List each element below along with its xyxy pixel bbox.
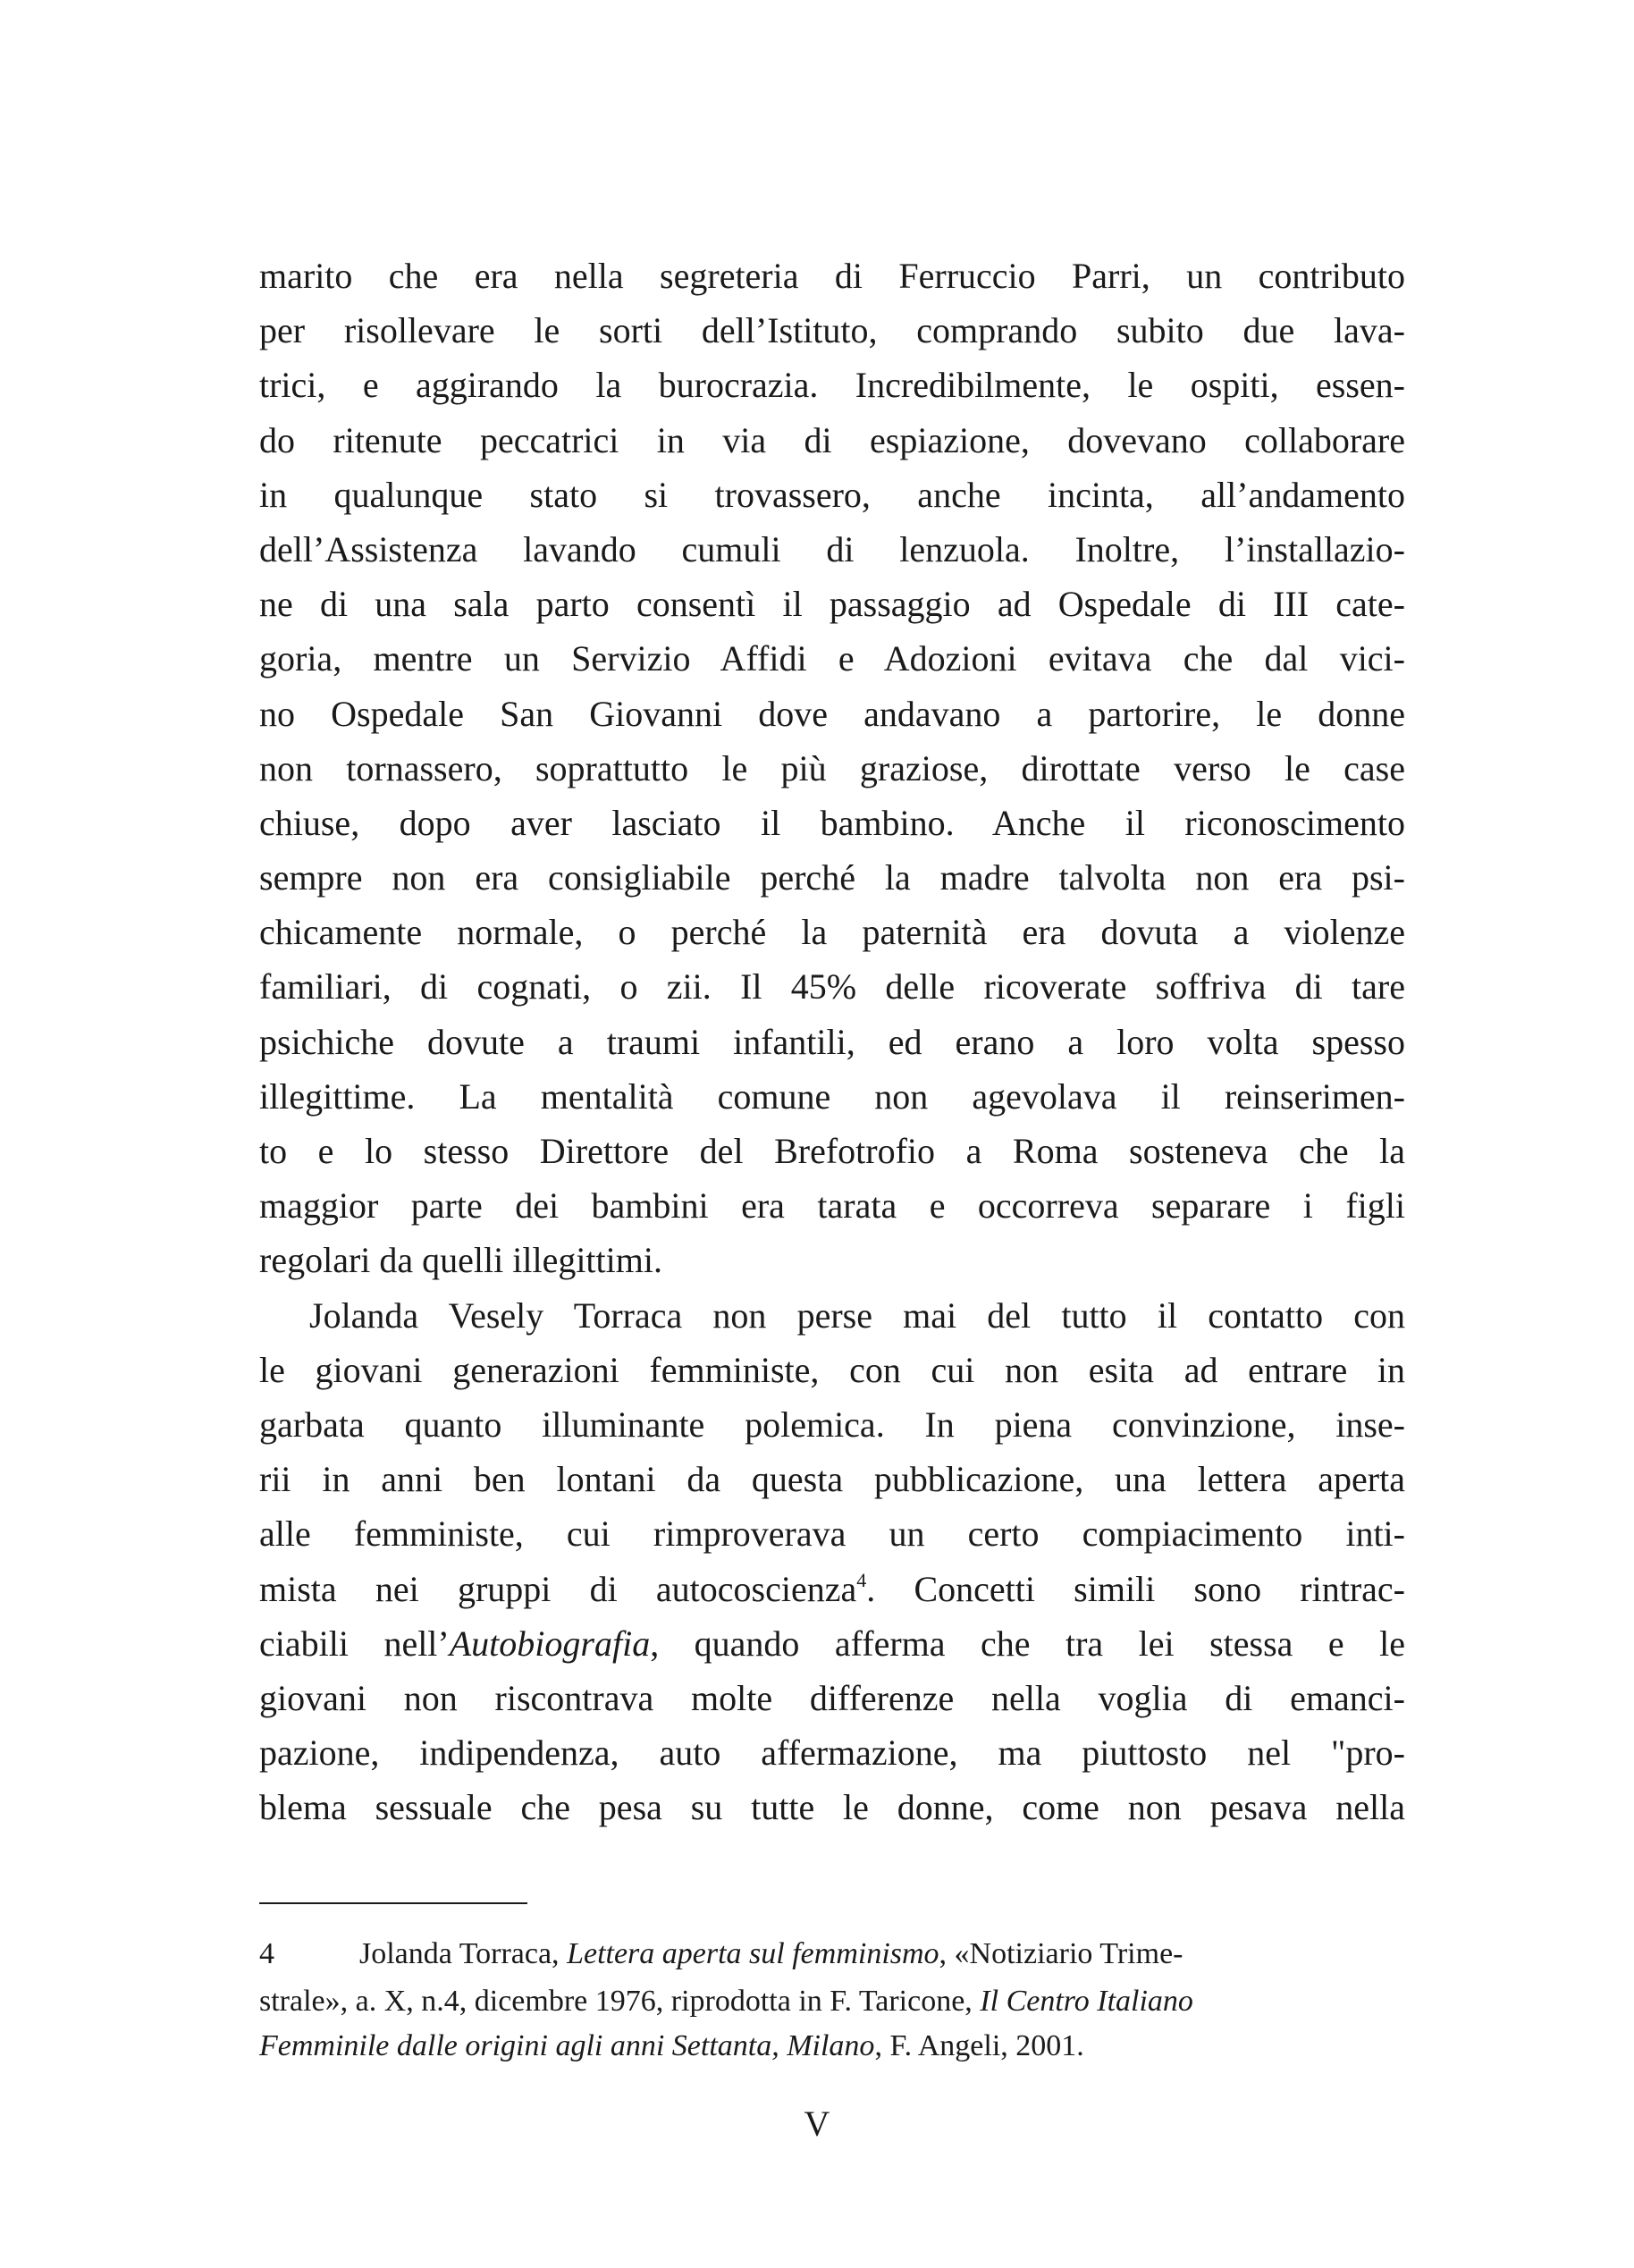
text-line: chicamente normale, o perché la paternità era dovuta a violenze	[259, 912, 1405, 953]
text-line: maggior parte dei bambini era tarata e occorreva separare i figli	[259, 1185, 1405, 1227]
text-line: psichiche dovute a traumi infantili, ed erano a loro volta spesso	[259, 1021, 1405, 1062]
text-line	[259, 1562, 1405, 1616]
text-line: giovani non riscontrava molte differenze nella voglia di emanci-	[259, 1677, 1405, 1718]
footnote-line	[259, 1929, 1405, 1979]
text-line: blema sessuale che pesa su tutte le donne, come non pesava nella	[259, 1787, 1405, 1828]
text-line: garbata quanto illuminante polemica. In piena convinzione, inse-	[259, 1404, 1405, 1445]
text-line: marito che era nella segreteria di Ferruccio Parri, un contributo	[259, 256, 1405, 296]
footnote-source: strale», a. X, n.4, dicembre 1976, riprodotta in F. Taricone,	[259, 1985, 981, 2018]
text-line: in qualunque stato si trovassero, anche incinta, all’andamento	[259, 474, 1405, 515]
page-content	[259, 249, 1405, 1834]
text-segment: , quando afferma che tra lei stessa e le	[650, 1623, 1406, 1664]
text-line: goria, mentre un Servizio Affidi e Adozioni evitava che dal vici-	[259, 638, 1405, 679]
text-line: dell’Assistenza lavando cumuli di lenzuola. Inoltre, l’installazio-	[259, 528, 1405, 569]
text-line: no Ospedale San Giovanni dove andavano a partorire, le donne	[259, 693, 1405, 734]
footnote-book-title: Il Centro Italiano	[980, 1985, 1193, 2018]
text-line: ne di una sala parto consentì il passaggio ad Ospedale di III cate-	[259, 584, 1405, 625]
footnote-reference[interactable]: 4	[856, 1568, 867, 1591]
text-line: Jolanda Vesely Torraca non perse mai del tutto il contatto con	[309, 1294, 1405, 1336]
text-line: alle femministe, cui rimproverava un certo compiacimento inti-	[259, 1513, 1405, 1555]
text-line: to e lo stesso Direttore del Brefotrofio a Roma sosteneva che la	[259, 1131, 1405, 1171]
footnote-line	[259, 2024, 1405, 2069]
text-line: illegittime. La mentalità comune non agevolava il reinserimen-	[259, 1075, 1405, 1117]
footnote-book-title: Femminile dalle origini agli anni Settanta, Milano	[259, 2029, 875, 2062]
footnote-line	[259, 1979, 1405, 2024]
text-line: do ritenute peccatrici in via di espiazione, dovevano collaborare	[259, 419, 1405, 460]
text-segment: mista nei gruppi di autocoscienza	[259, 1568, 857, 1609]
paragraph-1	[259, 249, 1405, 1288]
footnote-source: , «Notiziario Trime-	[939, 1937, 1183, 1970]
text-line: non tornassero, soprattutto le più graziose, dirottate verso le case	[259, 747, 1405, 788]
text-segment: . Concetti simili sono rintrac-	[866, 1568, 1405, 1609]
text-line: familiari, di cognati, o zii. Il 45% delle ricoverate soffriva di tare	[259, 966, 1405, 1008]
text-line	[259, 1616, 1405, 1671]
body-text	[259, 249, 1405, 1834]
text-line: le giovani generazioni femministe, con cui non esita ad entrare in	[259, 1349, 1405, 1390]
footnote	[259, 1929, 1405, 2069]
text-line: sempre non era consigliabile perché la madre talvolta non era psi-	[259, 857, 1405, 898]
italic-title: Autobiografia	[449, 1623, 651, 1664]
text-segment: ciabili nell’	[259, 1623, 450, 1664]
text-line: trici, e aggirando la burocrazia. Incredibilmente, le ospiti, essen-	[259, 365, 1405, 406]
text-line: pazione, indipendenza, auto affermazione, ma piuttosto nel "pro-	[259, 1733, 1405, 1774]
footnote-title: Lettera aperta sul femminismo	[567, 1937, 939, 1970]
footnote-number: 4	[259, 1937, 274, 1970]
text-line: per risollevare le sorti dell’Istituto, comprando subito due lava-	[259, 310, 1405, 351]
footnote-publisher: , F. Angeli, 2001.	[874, 2029, 1084, 2062]
text-line: chiuse, dopo aver lasciato il bambino. Anche il riconoscimento	[259, 802, 1405, 843]
text-line: rii in anni ben lontani da questa pubblicazione, una lettera aperta	[259, 1459, 1405, 1500]
footnote-divider	[259, 1902, 527, 1904]
text-line: regolari da quelli illegittimi.	[259, 1240, 662, 1281]
page-number: V	[804, 2104, 830, 2144]
paragraph-2	[259, 1288, 1405, 1835]
footnote-author: Jolanda Torraca,	[359, 1937, 568, 1970]
